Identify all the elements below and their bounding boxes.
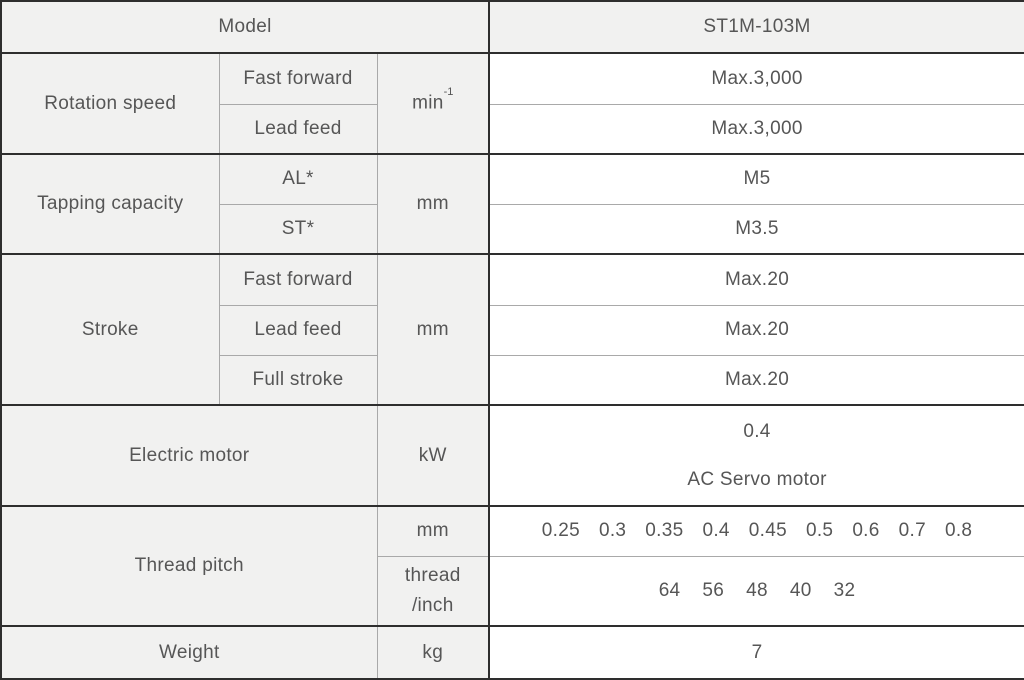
table-row — [1, 506, 1024, 556]
pitch-mm-value: 0.35 — [645, 520, 684, 542]
thread-pitch-mm-unit-cell: mm — [377, 506, 489, 556]
pitch-mm-value: 0.8 — [944, 520, 973, 542]
rotation-lead-feed-label: Lead feed — [219, 104, 377, 154]
model-header-cell: Model — [1, 1, 489, 53]
table-row — [1, 405, 1024, 506]
stroke-unit-cell: mm — [377, 254, 489, 405]
table-row — [1, 626, 1024, 679]
weight-value-cell: 7 — [489, 626, 1024, 679]
thread-pitch-mm-values-cell — [489, 506, 1024, 556]
pitch-inch-value: 48 — [746, 579, 768, 601]
electric-motor-values — [490, 408, 1024, 504]
rotation-lead-feed-value: Max.3,000 — [489, 104, 1024, 154]
tapping-al-value: M5 — [489, 154, 1024, 204]
table-row — [1, 1, 1024, 53]
model-value-cell: ST1M-103M — [489, 1, 1024, 53]
thread-pitch-inch-unit-line2: /inch — [411, 594, 454, 616]
weight-unit-cell: kg — [377, 626, 489, 679]
pitch-inch-value: 64 — [658, 579, 681, 601]
stroke-lead-feed-value: Max.20 — [489, 305, 1024, 355]
thread-pitch-inch-values-cell — [489, 556, 1024, 626]
pitch-mm-value: 0.6 — [852, 520, 880, 542]
pitch-mm-value: 0.5 — [805, 520, 834, 542]
tapping-st-label: ST* — [219, 204, 377, 254]
electric-motor-unit-cell: kW — [377, 405, 489, 506]
table-row — [1, 53, 1024, 104]
tapping-al-label: AL* — [219, 154, 377, 204]
tapping-unit-cell: mm — [377, 154, 489, 254]
thread-pitch-inch-unit-line1: thread — [404, 565, 461, 587]
thread-pitch-inch-unit-cell — [377, 556, 489, 626]
rotation-unit-cell — [377, 53, 489, 154]
pitch-inch-value: 56 — [702, 579, 725, 601]
electric-motor-power-value: 0.4 — [743, 420, 771, 442]
electric-motor-type-value: AC Servo motor — [687, 468, 827, 490]
pitch-mm-value: 0.7 — [898, 520, 926, 542]
weight-label: Weight — [1, 626, 377, 679]
thread-pitch-mm-values — [490, 520, 1024, 542]
rotation-unit-base: min — [412, 92, 444, 114]
stroke-label: Stroke — [1, 254, 219, 405]
pitch-mm-value: 0.45 — [748, 520, 787, 542]
stroke-fast-forward-label: Fast forward — [219, 254, 377, 305]
pitch-inch-value: 40 — [789, 579, 812, 601]
thread-pitch-label: Thread pitch — [1, 506, 377, 626]
electric-motor-value-cell — [489, 405, 1024, 506]
rotation-speed-label: Rotation speed — [1, 53, 219, 154]
stroke-fast-forward-value: Max.20 — [489, 254, 1024, 305]
pitch-mm-value: 0.4 — [702, 520, 730, 542]
pitch-mm-value: 0.25 — [541, 520, 580, 542]
electric-motor-label: Electric motor — [1, 405, 377, 506]
tapping-capacity-label: Tapping capacity — [1, 154, 219, 254]
rotation-unit-exponent: -1 — [443, 86, 454, 99]
rotation-fast-forward-label: Fast forward — [219, 53, 377, 104]
pitch-mm-value: 0.3 — [598, 520, 627, 542]
table-row — [1, 254, 1024, 305]
stroke-full-stroke-value: Max.20 — [489, 355, 1024, 405]
stroke-full-stroke-label: Full stroke — [219, 355, 377, 405]
rotation-fast-forward-value: Max.3,000 — [489, 53, 1024, 104]
pitch-inch-value: 32 — [833, 579, 856, 601]
stroke-lead-feed-label: Lead feed — [219, 305, 377, 355]
table-row — [1, 154, 1024, 204]
tapping-st-value: M3.5 — [489, 204, 1024, 254]
thread-pitch-inch-values — [490, 580, 1024, 602]
